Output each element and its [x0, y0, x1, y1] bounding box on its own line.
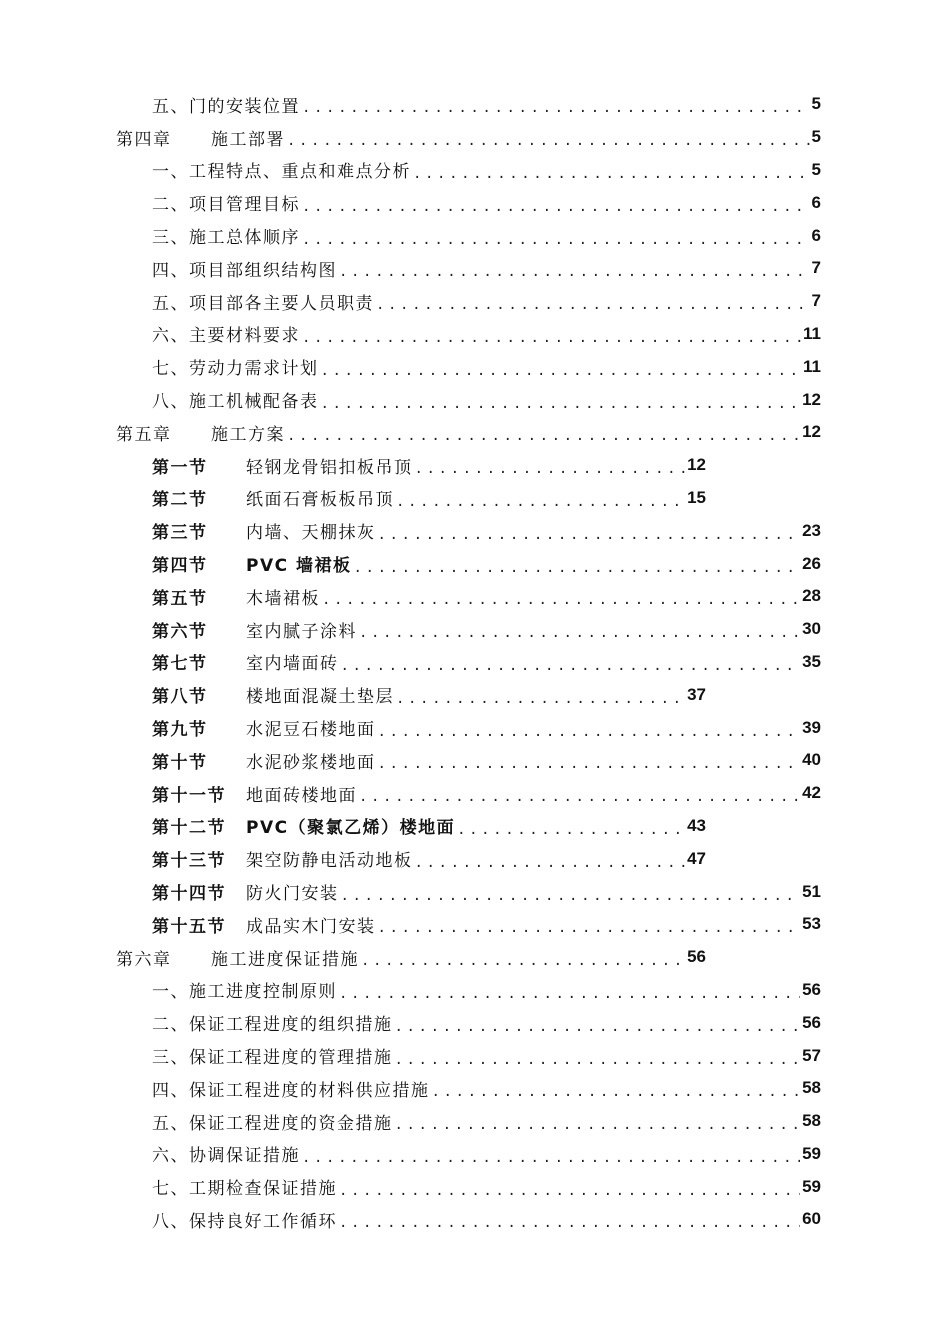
toc-entry-label: [152, 387, 319, 412]
toc-entry-title: 室内墙面砖: [246, 654, 339, 675]
toc-section-number: 第九节: [152, 720, 208, 741]
toc-entry-title: 木墙裙板: [246, 588, 320, 609]
toc-entry-title: 四、项目部组织结构图: [152, 260, 337, 281]
toc-entry[interactable]: [0, 416, 950, 449]
toc-page-number: 47: [687, 848, 706, 868]
toc-entry[interactable]: [0, 678, 950, 711]
toc-entry-title: 一、工程特点、重点和难点分析: [152, 162, 411, 183]
toc-entry-label: [152, 321, 300, 346]
toc-entry-label: [152, 715, 376, 740]
toc-entry-label: [152, 1141, 300, 1166]
toc-section-number: 第十三节: [152, 851, 226, 872]
toc-page-number: 28: [802, 586, 821, 606]
toc-dot-leader: [393, 1053, 801, 1067]
toc-section-number: 第五节: [152, 588, 208, 609]
toc-dot-leader: [285, 134, 810, 148]
toc-page-number: 56: [802, 1012, 821, 1032]
toc-dot-leader: [413, 462, 686, 476]
toc-entry-label: [116, 125, 285, 150]
toc-section-number: 第十五节: [152, 916, 226, 937]
toc-entry-title: PVC 墙裙板: [246, 556, 352, 577]
toc-entry[interactable]: [0, 219, 950, 252]
toc-entry-title: 五、项目部各主要人员职责: [152, 293, 374, 314]
toc-entry-title: 地面砖楼地面: [246, 785, 357, 806]
toc-entry-label: [152, 190, 300, 215]
toc-section-number: 第十节: [152, 752, 208, 773]
toc-dot-leader: [285, 429, 800, 443]
toc-entry-label: [152, 617, 357, 642]
toc-page-number: 11: [803, 323, 821, 343]
toc-dot-leader: [339, 659, 801, 673]
toc-page-number: 35: [802, 651, 821, 671]
toc-entry[interactable]: [0, 88, 950, 121]
toc-dot-leader: [300, 331, 801, 345]
toc-entry-title: 三、保证工程进度的管理措施: [152, 1048, 393, 1068]
toc-entry-title: 施工进度保证措施: [211, 949, 359, 970]
toc-entry-label: [152, 157, 411, 182]
toc-entry-label: [152, 813, 455, 838]
toc-entry-label: [152, 846, 413, 871]
toc-dot-leader: [319, 397, 801, 411]
toc-section-number: 第十二节: [152, 818, 226, 839]
toc-section-number: 第八节: [152, 687, 208, 708]
toc-entry-label: [152, 354, 319, 379]
toc-dot-leader: [300, 101, 810, 115]
toc-entry[interactable]: [0, 842, 950, 875]
toc-page-number: 5: [811, 159, 821, 179]
toc-page-number: 58: [802, 1111, 821, 1131]
toc-entry-label: [152, 92, 300, 117]
toc-entry[interactable]: [0, 482, 950, 515]
toc-section-number: 第十一节: [152, 785, 226, 806]
toc-dot-leader: [352, 561, 801, 575]
toc-dot-leader: [393, 1020, 801, 1034]
toc-page-number: 56: [802, 979, 821, 999]
toc-entry[interactable]: [0, 1138, 950, 1171]
toc-dot-leader: [337, 1184, 800, 1198]
toc-entry[interactable]: [0, 1105, 950, 1138]
table-of-contents: [0, 88, 950, 1236]
toc-dot-leader: [376, 757, 801, 771]
toc-dot-leader: [357, 790, 800, 804]
toc-entry-label: [152, 682, 394, 707]
toc-entry[interactable]: [0, 154, 950, 187]
toc-page-number: 7: [811, 291, 821, 311]
toc-entry[interactable]: [0, 186, 950, 219]
toc-entry-label: [152, 1109, 393, 1134]
toc-entry-label: [116, 420, 285, 445]
toc-page-number: 56: [687, 947, 706, 967]
toc-section-number: 第二节: [152, 490, 208, 511]
toc-page-number: 39: [802, 717, 821, 737]
toc-entry[interactable]: [0, 1203, 950, 1236]
toc-entry-title: 室内腻子涂料: [246, 621, 357, 642]
toc-page-number: 43: [687, 815, 706, 835]
toc-entry-title: 八、施工机械配备表: [152, 392, 319, 413]
toc-entry[interactable]: [0, 744, 950, 777]
toc-entry-title: 二、项目管理目标: [152, 195, 300, 216]
toc-entry[interactable]: [0, 810, 950, 843]
toc-dot-leader: [394, 692, 685, 706]
toc-entry-label: [152, 223, 300, 248]
toc-dot-leader: [300, 1151, 800, 1165]
toc-entry[interactable]: [0, 121, 950, 154]
toc-entry-label: [152, 912, 376, 937]
toc-entry-title: 防火门安装: [246, 884, 339, 905]
toc-page-number: 57: [802, 1045, 821, 1065]
toc-entry[interactable]: [0, 941, 950, 974]
toc-page-number: 60: [802, 1209, 821, 1229]
toc-entry-title: 二、保证工程进度的组织措施: [152, 1015, 393, 1036]
toc-entry[interactable]: [0, 547, 950, 580]
toc-entry[interactable]: [0, 1006, 950, 1039]
toc-entry-label: [152, 977, 337, 1002]
toc-entry-title: 内墙、天棚抹灰: [246, 523, 376, 544]
toc-entry-title: 轻钢龙骨铝扣板吊顶: [246, 457, 413, 478]
toc-section-number: 第十四节: [152, 884, 226, 905]
toc-dot-leader: [374, 298, 810, 312]
toc-page-number: 11: [803, 356, 821, 376]
toc-entry[interactable]: [0, 613, 950, 646]
toc-dot-leader: [320, 593, 800, 607]
toc-entry-label: [152, 584, 320, 609]
toc-entry-label: [152, 1043, 393, 1068]
toc-dot-leader: [376, 725, 801, 739]
toc-entry[interactable]: [0, 383, 950, 416]
toc-entry-label: [152, 289, 374, 314]
toc-entry[interactable]: [0, 711, 950, 744]
toc-entry-title: 施工方案: [211, 424, 285, 445]
toc-entry-title: 纸面石膏板板吊顶: [246, 490, 394, 511]
toc-dot-leader: [393, 1118, 801, 1132]
toc-dot-leader: [411, 167, 810, 181]
toc-section-number: 第七节: [152, 654, 208, 675]
toc-entry[interactable]: [0, 318, 950, 351]
toc-entry-title: 水泥豆石楼地面: [246, 720, 376, 741]
toc-dot-leader: [339, 889, 801, 903]
toc-entry[interactable]: [0, 252, 950, 285]
toc-page-number: 51: [802, 881, 821, 901]
toc-page-number: 5: [811, 127, 821, 147]
toc-dot-leader: [413, 856, 686, 870]
toc-entry[interactable]: [0, 1072, 950, 1105]
toc-entry-title: PVC（聚氯乙烯）楼地面: [246, 818, 456, 839]
toc-entry-label: [152, 748, 376, 773]
toc-entry-label: [152, 1174, 337, 1199]
toc-page-number: 6: [811, 192, 821, 212]
toc-entry-title: 四、保证工程进度的材料供应措施: [152, 1080, 430, 1101]
toc-entry[interactable]: [0, 449, 950, 482]
toc-entry[interactable]: [0, 646, 950, 679]
toc-entry[interactable]: [0, 580, 950, 613]
toc-entry[interactable]: [0, 285, 950, 318]
toc-page-number: 12: [802, 389, 821, 409]
toc-entry-label: [152, 551, 352, 576]
toc-section-number: 第三节: [152, 523, 208, 544]
toc-entry-label: [116, 945, 359, 970]
toc-entry-title: 五、保证工程进度的资金措施: [152, 1113, 393, 1134]
toc-dot-leader: [359, 954, 685, 968]
toc-dot-leader: [337, 1216, 800, 1230]
toc-entry-title: 水泥砂浆楼地面: [246, 752, 376, 773]
toc-section-number: 第六节: [152, 621, 208, 642]
toc-page-number: 12: [687, 455, 706, 475]
toc-dot-leader: [300, 200, 810, 214]
toc-page-number: 26: [802, 553, 821, 573]
toc-entry-title: 施工部署: [211, 129, 285, 150]
toc-entry-title: 七、劳动力需求计划: [152, 359, 319, 380]
toc-entry-title: 楼地面混凝土垫层: [246, 687, 394, 708]
toc-entry[interactable]: [0, 974, 950, 1007]
toc-dot-leader: [394, 495, 685, 509]
toc-entry-title: 架空防静电活动地板: [246, 851, 413, 872]
toc-entry-title: 六、主要材料要求: [152, 326, 300, 347]
toc-entry-title: 八、保持良好工作循环: [152, 1211, 337, 1232]
toc-dot-leader: [337, 987, 800, 1001]
toc-page-number: 6: [811, 225, 821, 245]
toc-entry[interactable]: [0, 875, 950, 908]
toc-entry-label: [152, 1207, 337, 1232]
toc-entry-title: 一、施工进度控制原则: [152, 982, 337, 1003]
toc-page-number: 59: [802, 1143, 821, 1163]
toc-dot-leader: [319, 364, 802, 378]
toc-chapter-number: 第四章: [116, 129, 172, 150]
toc-page-number: 5: [811, 94, 821, 114]
toc-entry[interactable]: [0, 1170, 950, 1203]
toc-section-number: 第四节: [152, 556, 208, 577]
toc-entry-title: 五、门的安装位置: [152, 96, 300, 117]
toc-entry[interactable]: [0, 514, 950, 547]
toc-page-number: 15: [687, 487, 706, 507]
toc-entry-label: [152, 1076, 430, 1101]
toc-entry-label: [152, 1010, 393, 1035]
toc-page-number: 59: [802, 1176, 821, 1196]
toc-page-number: 7: [811, 258, 821, 278]
toc-entry[interactable]: [0, 350, 950, 383]
toc-dot-leader: [376, 921, 801, 935]
toc-dot-leader: [455, 823, 685, 837]
toc-dot-leader: [300, 233, 810, 247]
toc-dot-leader: [430, 1085, 801, 1099]
toc-entry-label: [152, 518, 376, 543]
toc-entry-label: [152, 453, 413, 478]
toc-page-number: 42: [802, 783, 821, 803]
toc-page-number: 37: [687, 684, 706, 704]
toc-page-number: 58: [802, 1078, 821, 1098]
toc-section-number: 第一节: [152, 457, 208, 478]
toc-entry-title: 成品实木门安装: [246, 916, 376, 937]
toc-entry-label: [152, 879, 339, 904]
toc-entry[interactable]: [0, 1039, 950, 1072]
toc-entry-label: [152, 485, 394, 510]
toc-chapter-number: 第五章: [116, 424, 172, 445]
toc-dot-leader: [337, 265, 810, 279]
toc-page-number: 12: [802, 422, 821, 442]
toc-entry-label: [152, 649, 339, 674]
toc-page-number: 23: [802, 520, 821, 540]
toc-chapter-number: 第六章: [116, 949, 172, 970]
toc-dot-leader: [357, 626, 800, 640]
toc-entry[interactable]: [0, 908, 950, 941]
toc-entry-title: 三、施工总体顺序: [152, 228, 300, 249]
toc-entry-title: 七、工期检查保证措施: [152, 1179, 337, 1200]
toc-entry-label: [152, 256, 337, 281]
toc-page-number: 53: [802, 914, 821, 934]
toc-dot-leader: [376, 528, 801, 542]
toc-entry[interactable]: [0, 777, 950, 810]
toc-page-number: 30: [802, 619, 821, 639]
toc-page-number: 40: [802, 750, 821, 770]
toc-entry-label: [152, 781, 357, 806]
toc-entry-title: 六、协调保证措施: [152, 1146, 300, 1167]
